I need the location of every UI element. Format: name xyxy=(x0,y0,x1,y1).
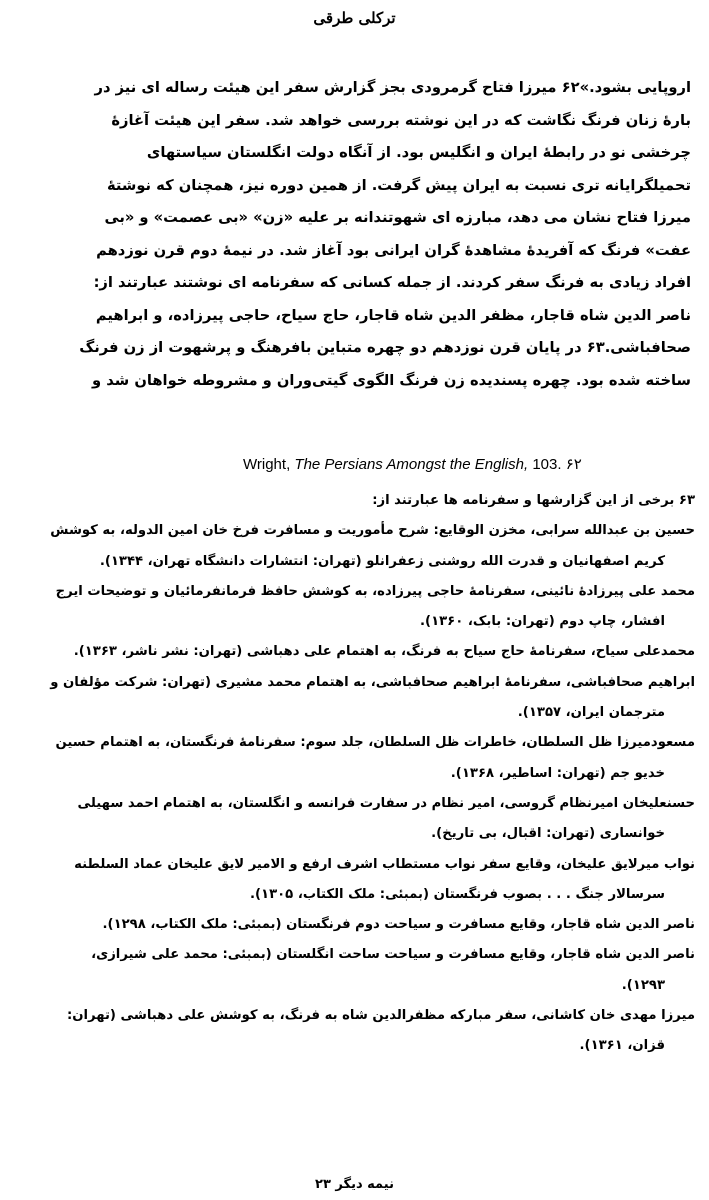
body-line: ساخته شده بود. چهره پسندیده زن فرنگ الگوی گیتی‌وران و مشروطه خواهان شد و xyxy=(92,371,691,389)
footnote-line: کریم اصفهانیان و قدرت الله روشنی زعفرانلو (تهران: انتشارات دانشگاه تهران، ۱۳۴۴). xyxy=(99,553,665,569)
body-line: اروپایی بشود.»۶۲ میرزا فتاح گرمرودی بجز گزارش سفر این هیئت رساله ای نیز در xyxy=(94,79,691,96)
footnote-line: ناصر الدین شاه قاجار، وقایع مسافرت و سیاحت دوم فرنگستان (بمبئی: ملک الکتاب، ۱۲۹۸). xyxy=(102,917,695,933)
footnote-book-title: The Persians Amongst the English, xyxy=(294,456,529,473)
footnote-line: نواب میرلایق علیخان، وقایع سفر نواب مستطاب اشرف ارفع و الامیر لایق علیخان عماد السلطنه xyxy=(74,856,695,872)
body-line: میرزا فتاح نشان می دهد، مبارزه ای شهوتندانه بر علیه «زن» «بی عصمت» و «بی xyxy=(104,209,691,226)
footnote-line: خدیو جم (تهران: اساطیر، ۱۳۶۸). xyxy=(450,765,665,781)
body-line: افراد زیادی به فرنگ سفر کردند. از جمله کسانی که سفرنامه ای نوشتند عبارتند از: xyxy=(93,274,691,291)
footnote-62-english xyxy=(243,455,703,475)
footnotes-block xyxy=(14,486,695,1062)
footnote-line: محمد علی پیرزادهٔ نائینی، سفرنامهٔ حاجی پیرزاده، به کوشش حافظ فرمانفرمائیان و توضیحات ایرج xyxy=(55,583,695,599)
footnote-line: ۶۳ برخی از این گزارشها و سفرنامه ها عبارتند از: xyxy=(372,493,695,508)
footnote-line: مسعودمیرزا ظل السلطان، خاطرات ظل السلطان، جلد سوم: سفرنامهٔ فرنگستان، به اهتمام حسین xyxy=(55,735,695,751)
footnote-line: سرسالار جنگ . . . بصوب فرنگستان (بمبئی: ملک الکتاب، ۱۳۰۵). xyxy=(249,886,665,902)
footnote-line: افشار، چاپ دوم (تهران: بابک، ۱۳۶۰). xyxy=(420,614,665,630)
footnote-line: میرزا مهدی خان کاشانی، سفر مبارکه مظفرالدین شاه به فرنگ، به کوشش علی دهباشی (تهران: xyxy=(67,1008,695,1024)
footnote-line: ابراهیم صحافباشی، سفرنامهٔ ابراهیم صحافباشی، به اهتمام محمد مشیری (تهران: شرکت مؤلفان و xyxy=(50,674,695,690)
footnote-line: ناصر الدین شاه قاجار، وقایع مسافرت و سیاحت ساحت انگلستان (بمبئی: محمد علی شیرازی، xyxy=(91,947,695,963)
footnote-number: ۶۲ xyxy=(565,456,582,473)
body-line: صحافباشی.۶۳ در پایان قرن نوزدهم دو چهره متباین بافرهنگ و پرشهوت از زن فرنگ xyxy=(79,339,691,356)
footnote-line: ۱۲۹۳). xyxy=(621,977,665,993)
body-paragraph xyxy=(18,72,691,397)
footnote-line: حسنعلیخان امیرنظام گروسی، امیر نظام در سفارت فرانسه و انگلستان، به اهتمام احمد سهیلی xyxy=(77,795,695,811)
footnote-author: Wright, xyxy=(243,456,291,473)
footnote-page: 103. xyxy=(532,456,562,473)
footnote-line: مترجمان ایران، ۱۳۵۷). xyxy=(517,705,665,721)
body-line: عفت» فرنگ که آفریدهٔ مشاهدهٔ گران ایرانی بود آغاز شد. در نیمهٔ دوم قرن نوزدهم xyxy=(96,241,691,259)
footnote-line: خوانساری (تهران: اقبال، بی تاریخ). xyxy=(431,826,665,842)
footnote-line: قزان، ۱۳۶۱). xyxy=(579,1038,665,1054)
body-line: ناصر الدین شاه قاجار، مظفر الدین شاه قاجار، حاج سیاح، حاجی پیرزاده، و ابراهیم xyxy=(95,306,691,324)
footnote-line: حسین بن عبدالله سرابی، مخزن الوقایع: شرح مأموریت و مسافرت فرخ خان امین الدوله، به کوشش xyxy=(50,523,695,539)
body-line: تحمیلگرایانه تری نسبت به ایران پیش گرفت. از همین دوره نیز، همچنان که نوشتهٔ xyxy=(106,176,691,194)
body-line: بارهٔ زنان فرنگ نگاشت که در این نوشته بررسی خواهد شد. سفر این هیئت آغازهٔ xyxy=(111,111,691,129)
footnote-line: محمدعلی سیاح، سفرنامهٔ حاج سیاح به فرنگ، به اهتمام علی دهباشی (تهران: نشر ناشر، ۱۳۶۳). xyxy=(73,644,695,660)
page-footer: نیمه دیگر ۲۳ xyxy=(315,1177,394,1192)
body-line: چرخشی نو در رابطهٔ ایران و انگلیس بود. از آنگاه دولت انگلستان سیاستهای xyxy=(146,144,691,161)
running-header: ترکلی طرقی xyxy=(313,9,396,27)
